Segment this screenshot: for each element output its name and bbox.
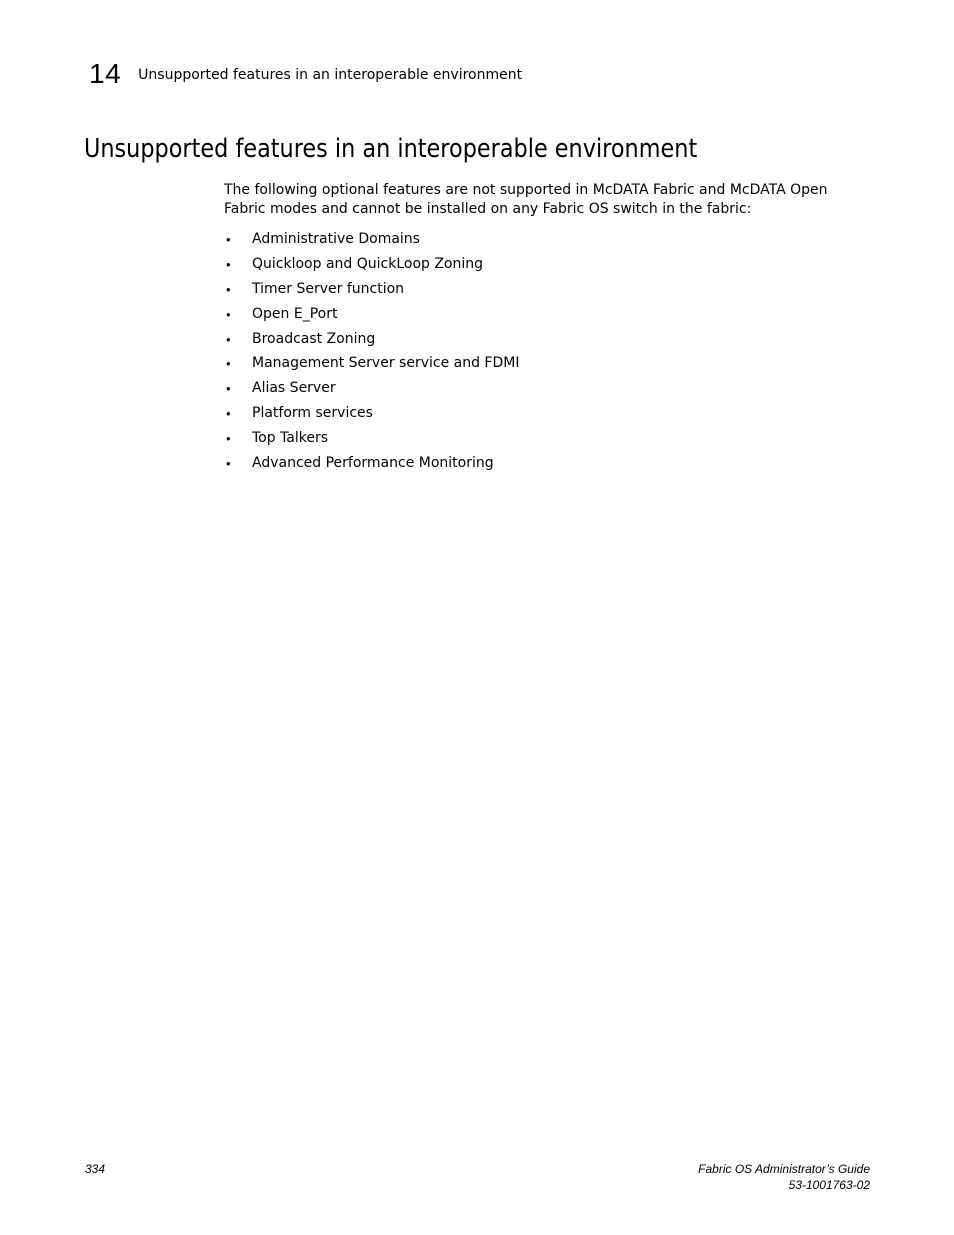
list-item [224, 277, 519, 302]
unsupported-features-list [224, 227, 519, 476]
list-item [224, 302, 519, 327]
bullet: • [226, 381, 231, 397]
bullet: • [226, 431, 231, 447]
bullet: • [226, 281, 231, 297]
list-item [224, 351, 519, 376]
list-item [224, 401, 519, 426]
list-item [224, 252, 519, 277]
section-heading: Unsupported features in an interoperable environment [84, 134, 698, 164]
list-item-text: Advanced Performance Monitoring [252, 454, 494, 471]
list-item-text: Timer Server function [252, 280, 405, 297]
list-item-text: Quickloop and QuickLoop Zoning [252, 255, 484, 272]
chapter-number: 14 [89, 58, 122, 89]
bullet: • [226, 331, 231, 347]
running-header [89, 55, 522, 89]
bullet: • [226, 455, 231, 471]
footer-doc-info [698, 1161, 870, 1193]
list-item-text: Open E_Port [252, 305, 338, 322]
list-item-text: Broadcast Zoning [252, 330, 376, 347]
list-item [224, 376, 519, 401]
list-item [224, 227, 519, 252]
bullet: • [226, 306, 231, 322]
footer-doc-number: 53-1001763-02 [788, 1178, 870, 1192]
bullet: • [226, 231, 231, 247]
running-header-title: Unsupported features in an interoperable environment [138, 67, 523, 83]
footer-doc-title: Fabric OS Administrator’s Guide [698, 1162, 870, 1176]
intro-paragraph: The following optional features are not supported in McDATA Fabric and McDATA Open Fabric modes and cannot be installed on any Fabric OS switch in the fabric: [224, 182, 828, 217]
list-item [224, 327, 519, 352]
footer-page-number: 334 [85, 1162, 106, 1176]
bullet: • [226, 356, 231, 372]
bullet: • [226, 256, 231, 272]
list-item [224, 426, 519, 451]
bullet: • [226, 406, 231, 422]
list-item-text: Platform services [252, 405, 373, 422]
list-item-text: Management Server service and FDMI [252, 355, 520, 372]
list-item-text: Alias Server [252, 380, 336, 397]
list-item-text: Administrative Domains [252, 230, 420, 247]
list-item [224, 451, 519, 476]
list-item-text: Top Talkers [252, 430, 329, 447]
